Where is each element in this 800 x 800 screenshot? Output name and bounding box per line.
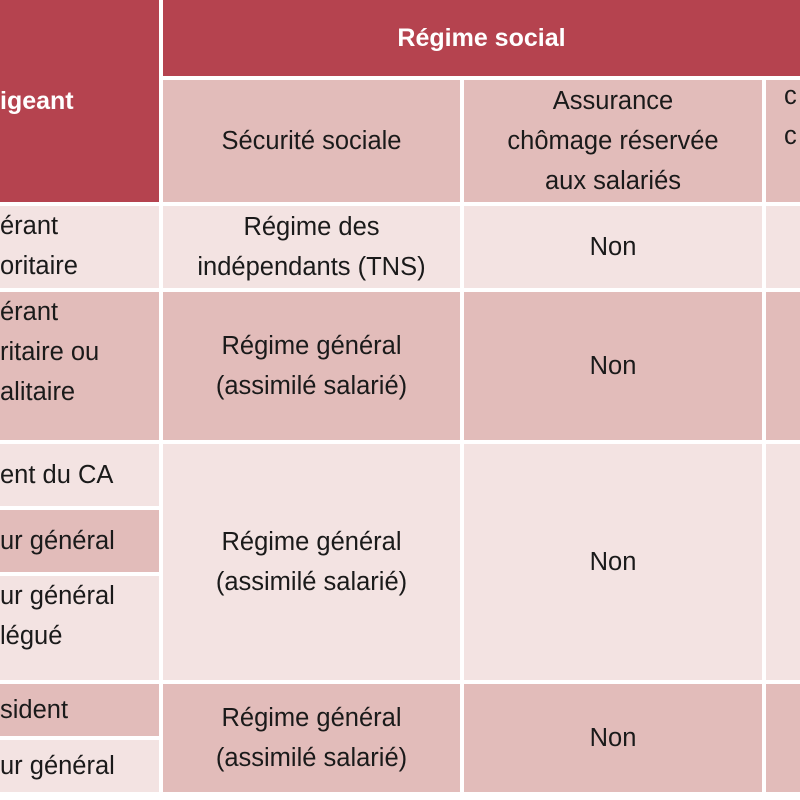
- subheader-assurance-chomage: Assurance chômage réservée aux salariés: [464, 80, 762, 202]
- row-sas-chomage: Non: [464, 684, 762, 792]
- header-dirigeant: igeant: [0, 0, 159, 202]
- row-president-label: sident: [0, 684, 159, 736]
- row-gerant-majoritaire-partial: [766, 206, 800, 288]
- row-sas-securite: Régime général (assimilé salarié): [163, 684, 460, 792]
- row-directeur-general-delegue-label: ur général légué: [0, 576, 159, 680]
- row-gerant-minoritaire-label: érant ritaire ou alitaire: [0, 292, 159, 440]
- row-directeur-general-2-label: ur général: [0, 740, 159, 792]
- subheader-securite-sociale: Sécurité sociale: [163, 80, 460, 202]
- row-gerant-majoritaire-securite: Régime des indépendants (TNS): [163, 206, 460, 288]
- row-sa-securite: Régime général (assimilé salarié): [163, 444, 460, 680]
- row-sa-partial: [766, 444, 800, 680]
- row-president-ca-label: ent du CA: [0, 444, 159, 506]
- header-regime-social: Régime social: [163, 0, 800, 76]
- row-gerant-minoritaire-securite: Régime général (assimilé salarié): [163, 292, 460, 440]
- row-sa-chomage: Non: [464, 444, 762, 680]
- row-directeur-general-label: ur général: [0, 510, 159, 572]
- row-gerant-minoritaire-chomage: Non: [464, 292, 762, 440]
- subheader-partial: c c: [766, 80, 800, 202]
- row-gerant-majoritaire-label: érant oritaire: [0, 206, 159, 288]
- row-sas-partial: [766, 684, 800, 792]
- row-gerant-minoritaire-partial: [766, 292, 800, 440]
- row-gerant-majoritaire-chomage: Non: [464, 206, 762, 288]
